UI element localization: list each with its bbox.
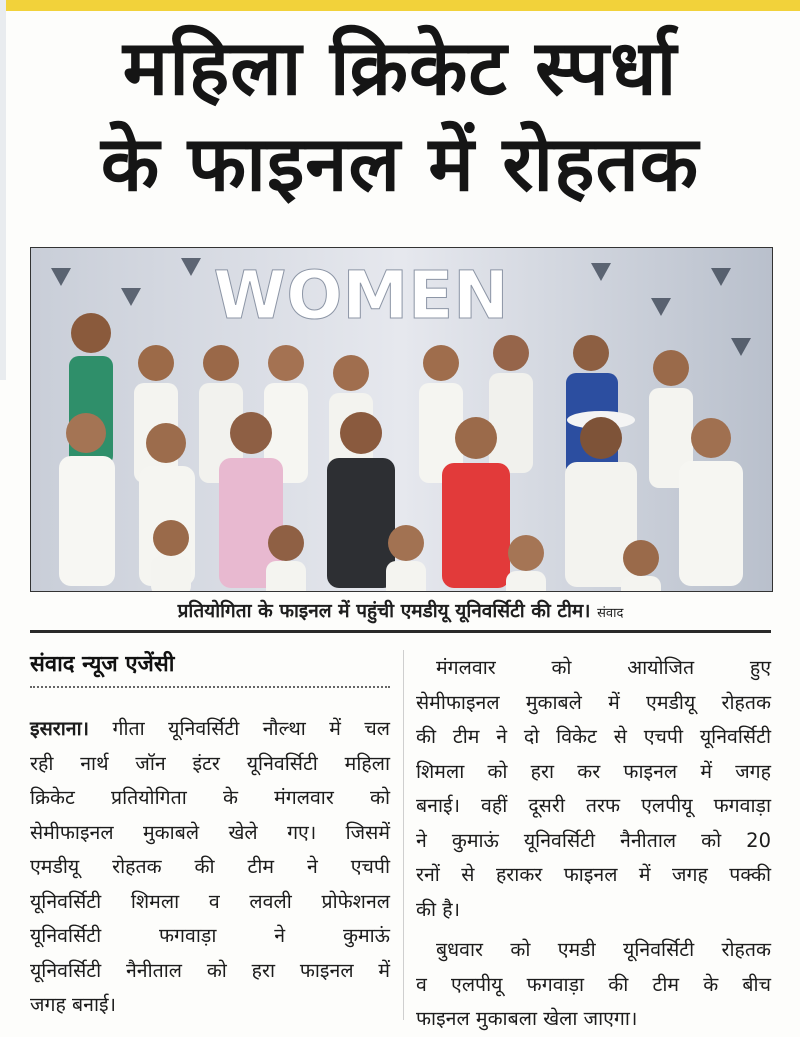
headline-line-2: के फाइनल में रोहतक (100, 119, 700, 208)
article-line: बनाई। वहीं दूसरी तरफ एलपीयू फगवाड़ा (416, 794, 771, 817)
article-paragraph-2 (416, 933, 771, 1037)
article-line: बुधवार को एमडी यूनिवर्सिटी रोहतक (436, 938, 771, 961)
article-line: की है। (416, 897, 460, 921)
byline-divider (30, 686, 390, 688)
article-line: सेमीफाइनल मुकाबले खेले गए। जिसमें (30, 820, 390, 844)
column-divider (403, 650, 404, 1020)
team-photo (30, 247, 773, 592)
article-line: यूनिवर्सिटी फगवाड़ा ने कुमाऊं (30, 924, 390, 947)
article-line: इसराना। गीता यूनिवर्सिटी नौल्था में चल (30, 717, 390, 740)
article-line: क्रिकेट प्रतियोगिता के मंगलवार को (30, 786, 390, 809)
article-line: फाइनल मुकाबला खेला जाएगा। (416, 1007, 638, 1030)
article-column-1 (30, 712, 390, 1023)
team-photo-illustration (31, 248, 772, 591)
article-line: मंगलवार को आयोजित हुए (436, 656, 771, 679)
article-line: ने कुमाऊं यूनिवर्सिटी नैनीताल को 20 (416, 828, 771, 852)
article-line: एमडीयू रोहतक की टीम ने एचपी (30, 855, 390, 878)
article-line: यूनिवर्सिटी नैनीताल को हरा फाइनल में (30, 958, 390, 982)
article-line: शिमला को हरा कर फाइनल में जगह (416, 759, 771, 783)
dateline: इसराना। (30, 717, 90, 740)
caption-rule (30, 630, 771, 633)
top-accent-bar (0, 0, 800, 11)
left-edge-strip (0, 0, 6, 380)
caption-credit: संवाद (597, 606, 624, 621)
article-line: यूनिवर्सिटी शिमला व लवली प्रोफेशनल (30, 889, 390, 913)
caption-text: प्रतियोगिता के फाइनल में पहुंची एमडीयू यूनिवर्सिटी की टीम। (177, 600, 591, 622)
photo-caption (30, 597, 771, 623)
headline-line-1: महिला क्रिकेट स्पर्धा (122, 23, 678, 112)
article-line: जगह बनाई। (30, 993, 116, 1016)
banner-text: WOMEN (213, 257, 509, 334)
article-paragraph-1 (416, 651, 771, 927)
byline: संवाद न्यूज एजेंसी (30, 652, 175, 677)
headline (30, 20, 770, 212)
article-line: की टीम ने दो विकेट से एचपी यूनिवर्सिटी (416, 725, 771, 748)
article-line: व एलपीयू फगवाड़ा की टीम के बीच (416, 972, 771, 996)
article-line: सेमीफाइनल मुकाबले में एमडीयू रोहतक (416, 690, 771, 714)
article-line: रही नार्थ जॉन इंटर यूनिवर्सिटी महिला (30, 751, 390, 775)
article-line: रनों से हराकर फाइनल में जगह पक्की (416, 863, 771, 886)
article-column-2 (416, 651, 771, 1037)
